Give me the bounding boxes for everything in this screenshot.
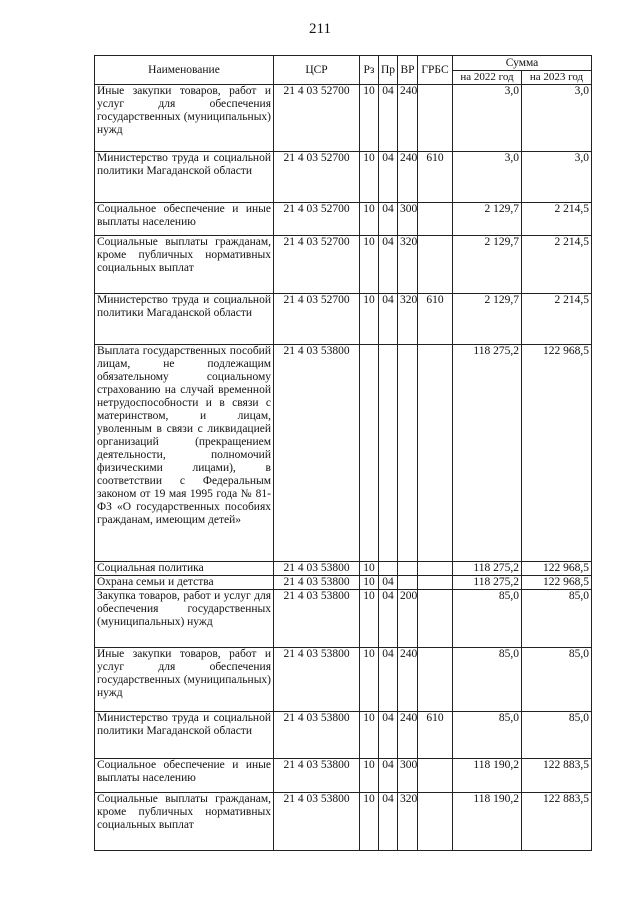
header-sum: Сумма xyxy=(453,56,592,71)
row-vr: 320 xyxy=(398,236,418,294)
row-name: Социальные выплаты гражданам, кроме публичных нормативных социальных выплат xyxy=(95,793,274,851)
row-sum-2023: 85,0 xyxy=(522,648,592,712)
row-sum-2023: 122 968,5 xyxy=(522,576,592,590)
row-name: Иные закупки товаров, работ и услуг для обеспечения государственных (муниципальных) нужд xyxy=(95,648,274,712)
header-name: Наименование xyxy=(95,56,274,85)
row-pr: 04 xyxy=(379,294,398,345)
row-vr: 320 xyxy=(398,793,418,851)
row-grbs xyxy=(418,793,453,851)
row-sum-2022: 118 190,2 xyxy=(453,793,522,851)
row-grbs: 610 xyxy=(418,712,453,759)
row-name: Социальное обеспечение и иные выплаты населению xyxy=(95,759,274,793)
row-csr: 21 4 03 53800 xyxy=(274,648,360,712)
row-sum-2023: 2 214,5 xyxy=(522,294,592,345)
row-sum-2022: 2 129,7 xyxy=(453,294,522,345)
row-csr: 21 4 03 53800 xyxy=(274,562,360,576)
row-vr xyxy=(398,345,418,562)
table-row xyxy=(95,236,592,294)
row-sum-2022: 85,0 xyxy=(453,712,522,759)
row-sum-2023: 85,0 xyxy=(522,590,592,648)
row-csr: 21 4 03 52700 xyxy=(274,236,360,294)
row-name: Закупка товаров, работ и услуг для обеспечения государственных (муниципальных) нужд xyxy=(95,590,274,648)
table-header xyxy=(95,56,592,85)
row-sum-2023: 2 214,5 xyxy=(522,203,592,236)
row-grbs xyxy=(418,203,453,236)
budget-table xyxy=(94,55,592,851)
row-sum-2023: 3,0 xyxy=(522,85,592,152)
row-rz: 10 xyxy=(360,562,379,576)
row-name: Социальная политика xyxy=(95,562,274,576)
row-rz: 10 xyxy=(360,793,379,851)
row-pr: 04 xyxy=(379,648,398,712)
row-vr: 240 xyxy=(398,648,418,712)
row-grbs xyxy=(418,590,453,648)
row-grbs xyxy=(418,236,453,294)
table-row xyxy=(95,152,592,203)
row-pr: 04 xyxy=(379,236,398,294)
row-sum-2023: 122 883,5 xyxy=(522,793,592,851)
row-rz: 10 xyxy=(360,590,379,648)
row-csr: 21 4 03 53800 xyxy=(274,759,360,793)
page-number: 211 xyxy=(309,21,331,37)
row-sum-2022: 3,0 xyxy=(453,152,522,203)
row-sum-2023: 122 968,5 xyxy=(522,562,592,576)
row-csr: 21 4 03 53800 xyxy=(274,576,360,590)
row-sum-2023: 122 968,5 xyxy=(522,345,592,562)
row-pr: 04 xyxy=(379,152,398,203)
row-name: Иные закупки товаров, работ и услуг для обеспечения государственных (муниципальных) нужд xyxy=(95,85,274,152)
row-sum-2022: 118 190,2 xyxy=(453,759,522,793)
row-sum-2023: 122 883,5 xyxy=(522,759,592,793)
row-rz: 10 xyxy=(360,294,379,345)
row-name: Охрана семьи и детства xyxy=(95,576,274,590)
row-name: Социальные выплаты гражданам, кроме публичных нормативных социальных выплат xyxy=(95,236,274,294)
header-vr: ВР xyxy=(398,56,418,85)
row-csr: 21 4 03 52700 xyxy=(274,85,360,152)
row-grbs xyxy=(418,648,453,712)
row-rz xyxy=(360,345,379,562)
row-sum-2022: 3,0 xyxy=(453,85,522,152)
row-vr: 240 xyxy=(398,712,418,759)
row-sum-2022: 118 275,2 xyxy=(453,576,522,590)
row-vr: 240 xyxy=(398,85,418,152)
table-row xyxy=(95,759,592,793)
row-grbs xyxy=(418,345,453,562)
row-pr: 04 xyxy=(379,85,398,152)
row-sum-2022: 2 129,7 xyxy=(453,236,522,294)
header-csr: ЦСР xyxy=(274,56,360,85)
row-sum-2022: 85,0 xyxy=(453,590,522,648)
table-row xyxy=(95,203,592,236)
table-row xyxy=(95,576,592,590)
row-rz: 10 xyxy=(360,648,379,712)
table-row xyxy=(95,648,592,712)
row-sum-2023: 85,0 xyxy=(522,712,592,759)
header-year-2023: на 2023 год xyxy=(522,71,592,85)
row-sum-2022: 2 129,7 xyxy=(453,203,522,236)
row-vr xyxy=(398,576,418,590)
row-vr: 300 xyxy=(398,759,418,793)
table-row xyxy=(95,793,592,851)
row-pr: 04 xyxy=(379,759,398,793)
row-vr: 240 xyxy=(398,152,418,203)
row-pr: 04 xyxy=(379,793,398,851)
row-grbs xyxy=(418,759,453,793)
row-vr: 200 xyxy=(398,590,418,648)
header-rz: Рз xyxy=(360,56,379,85)
row-pr: 04 xyxy=(379,590,398,648)
header-grbs: ГРБС xyxy=(418,56,453,85)
row-rz: 10 xyxy=(360,85,379,152)
header-pr: Пр xyxy=(379,56,398,85)
row-grbs: 610 xyxy=(418,152,453,203)
row-vr: 300 xyxy=(398,203,418,236)
row-csr: 21 4 03 53800 xyxy=(274,793,360,851)
row-csr: 21 4 03 53800 xyxy=(274,590,360,648)
row-sum-2022: 85,0 xyxy=(453,648,522,712)
row-rz: 10 xyxy=(360,759,379,793)
row-pr: 04 xyxy=(379,203,398,236)
row-csr: 21 4 03 53800 xyxy=(274,345,360,562)
row-pr: 04 xyxy=(379,712,398,759)
row-sum-2023: 2 214,5 xyxy=(522,236,592,294)
row-grbs xyxy=(418,85,453,152)
row-name: Социальное обеспечение и иные выплаты населению xyxy=(95,203,274,236)
row-name: Министерство труда и социальной политики Магаданской области xyxy=(95,152,274,203)
table-row xyxy=(95,85,592,152)
table-row xyxy=(95,294,592,345)
row-csr: 21 4 03 52700 xyxy=(274,203,360,236)
row-name: Министерство труда и социальной политики Магаданской области xyxy=(95,712,274,759)
row-sum-2023: 3,0 xyxy=(522,152,592,203)
row-vr: 320 xyxy=(398,294,418,345)
row-rz: 10 xyxy=(360,152,379,203)
row-csr: 21 4 03 53800 xyxy=(274,712,360,759)
row-grbs xyxy=(418,576,453,590)
row-pr xyxy=(379,562,398,576)
row-rz: 10 xyxy=(360,203,379,236)
row-grbs: 610 xyxy=(418,294,453,345)
row-sum-2022: 118 275,2 xyxy=(453,562,522,576)
row-name: Выплата государственных пособий лицам, не подлежащим обязательному социальному страхованию на случай временной нетрудоспособности и в связи с материнством, и лицам, уволенным в связи с ликвидацией организаций (прекращением деятельности, полномочий физическими лицами), в соответствии с Федеральным законом от 19 мая 1995 года № 81-ФЗ «О государственных пособиях гражданам, имеющим детей» xyxy=(95,345,274,562)
row-pr: 04 xyxy=(379,576,398,590)
row-rz: 10 xyxy=(360,576,379,590)
row-rz: 10 xyxy=(360,712,379,759)
row-sum-2022: 118 275,2 xyxy=(453,345,522,562)
row-grbs xyxy=(418,562,453,576)
row-name: Министерство труда и социальной политики Магаданской области xyxy=(95,294,274,345)
table-row xyxy=(95,590,592,648)
row-pr xyxy=(379,345,398,562)
table-row xyxy=(95,345,592,562)
row-rz: 10 xyxy=(360,236,379,294)
table-body xyxy=(95,85,592,851)
row-csr: 21 4 03 52700 xyxy=(274,152,360,203)
table-row xyxy=(95,562,592,576)
header-year-2022: на 2022 год xyxy=(453,71,522,85)
row-vr xyxy=(398,562,418,576)
table-row xyxy=(95,712,592,759)
row-csr: 21 4 03 52700 xyxy=(274,294,360,345)
